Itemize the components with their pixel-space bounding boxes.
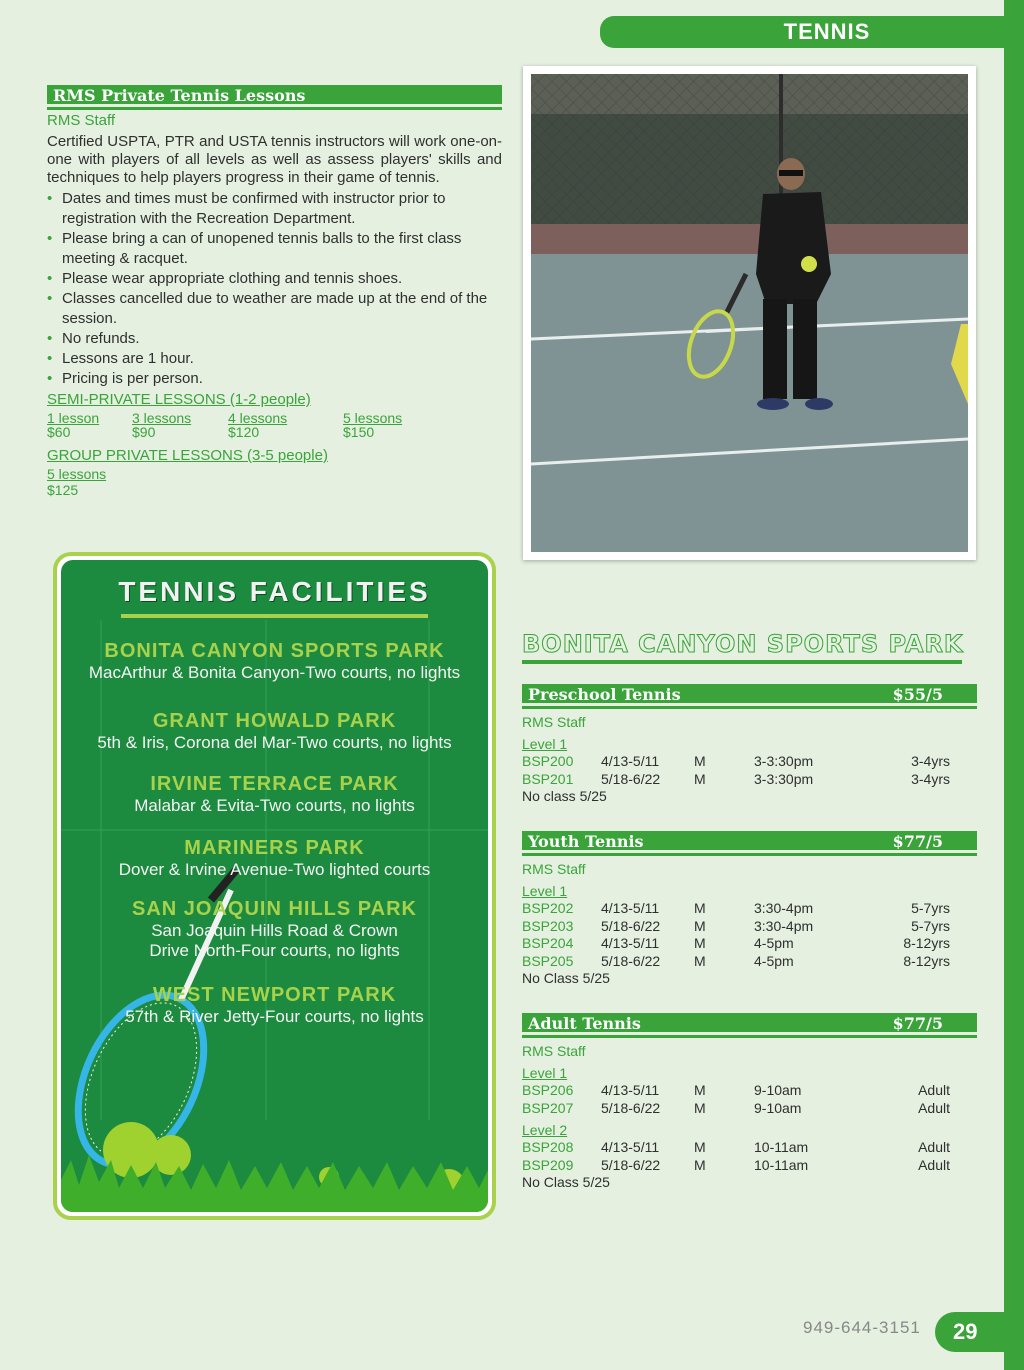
class-time: 3:30-4pm [754,900,814,916]
private-lessons-title-bar [47,85,502,107]
page-number-tab [935,1312,1024,1352]
price-option-value: $150 [343,424,375,440]
group-private-title: GROUP PRIVATE LESSONS (3-5 people) [47,447,328,464]
program-youth-tennis [522,831,977,988]
private-lessons-section [47,85,502,497]
bullet-item: • Dates and times must be confirmed with instructor prior to registration with the Recreation Department. [47,189,502,229]
class-day: M [694,952,706,969]
class-day: M [694,917,706,934]
class-code: BSP206 [522,1082,574,1098]
class-age: Adult [918,1099,950,1116]
program-staff: RMS Staff [522,861,586,877]
class-code: BSP207 [522,1099,574,1116]
class-day: M [694,1156,706,1173]
class-dates: 4/13-5/11 [601,753,660,769]
class-age: Adult [918,1139,950,1155]
class-code: BSP204 [522,935,574,951]
schedule-table [522,900,977,988]
class-age: 8-12yrs [903,952,950,969]
class-code: BSP208 [522,1139,574,1155]
class-time: 9-10am [754,1082,802,1098]
private-staff: RMS Staff [47,112,116,129]
price-option [343,411,433,439]
private-lessons-title: RMS Private Tennis Lessons [53,86,306,105]
program-note: No Class 5/25 [522,1174,610,1190]
facility-name: IRVINE TERRACE PARK [150,773,399,795]
class-day: M [694,1139,706,1155]
schedule-row [522,1139,977,1157]
bonita-canyon-title: BONITA CANYON SPORTS PARK [522,630,964,658]
program-note: No class 5/25 [522,788,607,804]
class-time: 3-3:30pm [754,753,814,769]
tennis-player-photo [531,74,968,552]
schedule-row [522,953,977,971]
bullet-item: • Lessons are 1 hour. [47,349,502,369]
class-dates: 5/18-6/22 [601,1099,661,1116]
tennis-photo-frame [523,66,976,560]
class-age: 3-4yrs [911,770,950,787]
bullet-item: • No refunds. [47,329,502,349]
price-option-value: $90 [132,424,156,440]
facility-item [61,773,488,816]
facility-item [61,710,488,753]
section-title: TENNIS [783,19,871,44]
program-title-bar [522,1013,977,1035]
class-age: 5-7yrs [911,900,950,916]
price-option-label: 1 lesson [47,410,100,426]
facility-item [61,984,488,1027]
price-option-value: $125 [47,482,79,498]
price-option-label: 4 lessons [228,410,288,426]
facility-address: San Joaquin Hills Road & Crown Drive North-Four courts, no lights [149,921,400,960]
facility-item [61,640,488,683]
program-staff: RMS Staff [522,714,586,730]
class-day: M [694,1099,706,1116]
class-dates: 5/18-6/22 [601,770,661,787]
class-code: BSP200 [522,753,574,769]
program-name: Preschool Tennis [528,685,681,704]
class-dates: 4/13-5/11 [601,935,660,951]
facilities-title: TENNIS FACILITIES [118,576,431,607]
facility-address: Dover & Irvine Avenue-Two lighted courts [118,860,431,879]
private-description: Certified USPTA, PTR and USTA tennis instructors will work one-on-one with players of all levels as well as assess players' skills and techniques to help players progress in their game of tennis. [47,133,502,186]
class-time: 10-11am [754,1156,809,1173]
schedule-table [522,1082,977,1117]
class-dates: 5/18-6/22 [601,917,661,934]
price-option [47,411,132,439]
facility-name: GRANT HOWALD PARK [152,710,397,732]
level-label: Level 1 [522,736,568,752]
price-option-label: 5 lessons [47,466,107,482]
program-name: Adult Tennis [528,1014,641,1033]
class-time: 3:30-4pm [754,917,814,934]
price-option-label: 5 lessons [343,410,403,426]
schedule-row [522,1157,977,1175]
schedule-row [522,1100,977,1118]
program-preschool-tennis [522,684,977,806]
schedule-row [522,1082,977,1100]
facility-address: 5th & Iris, Corona del Mar-Two courts, no lights [97,733,452,752]
schedule-row [522,753,977,771]
price-option [132,411,228,439]
class-dates: 5/18-6/22 [601,1156,661,1173]
class-age: Adult [918,1082,950,1098]
class-dates: 5/18-6/22 [601,952,661,969]
semi-private-title: SEMI-PRIVATE LESSONS (1-2 people) [47,391,311,408]
level-label: Level 2 [522,1122,568,1138]
bullet-item: • Pricing is per person. [47,369,502,389]
level-label: Level 1 [522,1065,568,1081]
class-day: M [694,770,706,787]
bullet-item: • Classes cancelled due to weather are made up at the end of the session. [47,289,502,329]
class-code: BSP205 [522,952,574,969]
class-age: 8-12yrs [903,935,950,951]
level-label: Level 1 [522,883,568,899]
schedule-row [522,918,977,936]
program-title-bar [522,684,977,706]
facility-name: MARINERS PARK [184,837,365,859]
facility-address: Malabar & Evita-Two courts, no lights [134,796,415,815]
facility-item [61,837,488,880]
schedule-row [522,771,977,789]
section-header-tab [600,16,1024,48]
bullet-item: • Please bring a can of unopened tennis balls to the first class meeting & racquet. [47,229,502,269]
price-option-label: 3 lessons [132,410,192,426]
bullet-item: • Please wear appropriate clothing and tennis shoes. [47,269,502,289]
class-time: 3-3:30pm [754,770,814,787]
class-time: 4-5pm [754,952,794,969]
price-option-value: $60 [47,424,71,440]
class-code: BSP203 [522,917,574,934]
facility-name: WEST NEWPORT PARK [152,984,397,1006]
bonita-canyon-rule [522,660,962,664]
program-adult-tennis [522,1013,977,1192]
group-price-option [47,467,502,497]
class-dates: 4/13-5/11 [601,900,660,916]
footer-phone: 949-644-3151 [803,1318,921,1337]
class-time: 10-11am [754,1139,809,1155]
price-option [228,411,343,439]
class-code: BSP202 [522,900,574,916]
semi-private-prices [47,411,502,439]
page-number: 29 [953,1319,978,1344]
tennis-facilities-box [53,552,496,1220]
class-age: 5-7yrs [911,917,950,934]
facility-address: 57th & River Jetty-Four courts, no lights [125,1007,424,1026]
class-day: M [694,935,706,951]
facility-name: BONITA CANYON SPORTS PARK [104,640,445,662]
schedule-table [522,1139,977,1192]
program-price: $55/5 [892,685,943,704]
price-option-value: $120 [228,424,260,440]
schedule-table [522,753,977,806]
program-price: $77/5 [892,1014,943,1033]
class-day: M [694,753,706,769]
facility-item [61,898,488,961]
class-age: Adult [918,1156,950,1173]
private-bullets [47,189,502,389]
program-name: Youth Tennis [528,832,644,851]
class-time: 9-10am [754,1099,802,1116]
program-title-bar [522,831,977,853]
class-dates: 4/13-5/11 [601,1139,660,1155]
facilities-panel [61,560,488,1212]
class-time: 4-5pm [754,935,794,951]
program-price: $77/5 [892,832,943,851]
schedule-row [522,935,977,953]
right-accent-bar [1004,0,1024,1370]
schedule-row [522,900,977,918]
facility-name: SAN JOAQUIN HILLS PARK [132,898,417,920]
class-age: 3-4yrs [911,753,950,769]
class-code: BSP209 [522,1156,574,1173]
class-day: M [694,900,706,916]
program-staff: RMS Staff [522,1043,586,1059]
program-note: No Class 5/25 [522,970,610,986]
facility-address: MacArthur & Bonita Canyon-Two courts, no lights [88,663,461,682]
class-code: BSP201 [522,770,574,787]
class-dates: 4/13-5/11 [601,1082,660,1098]
class-day: M [694,1082,706,1098]
